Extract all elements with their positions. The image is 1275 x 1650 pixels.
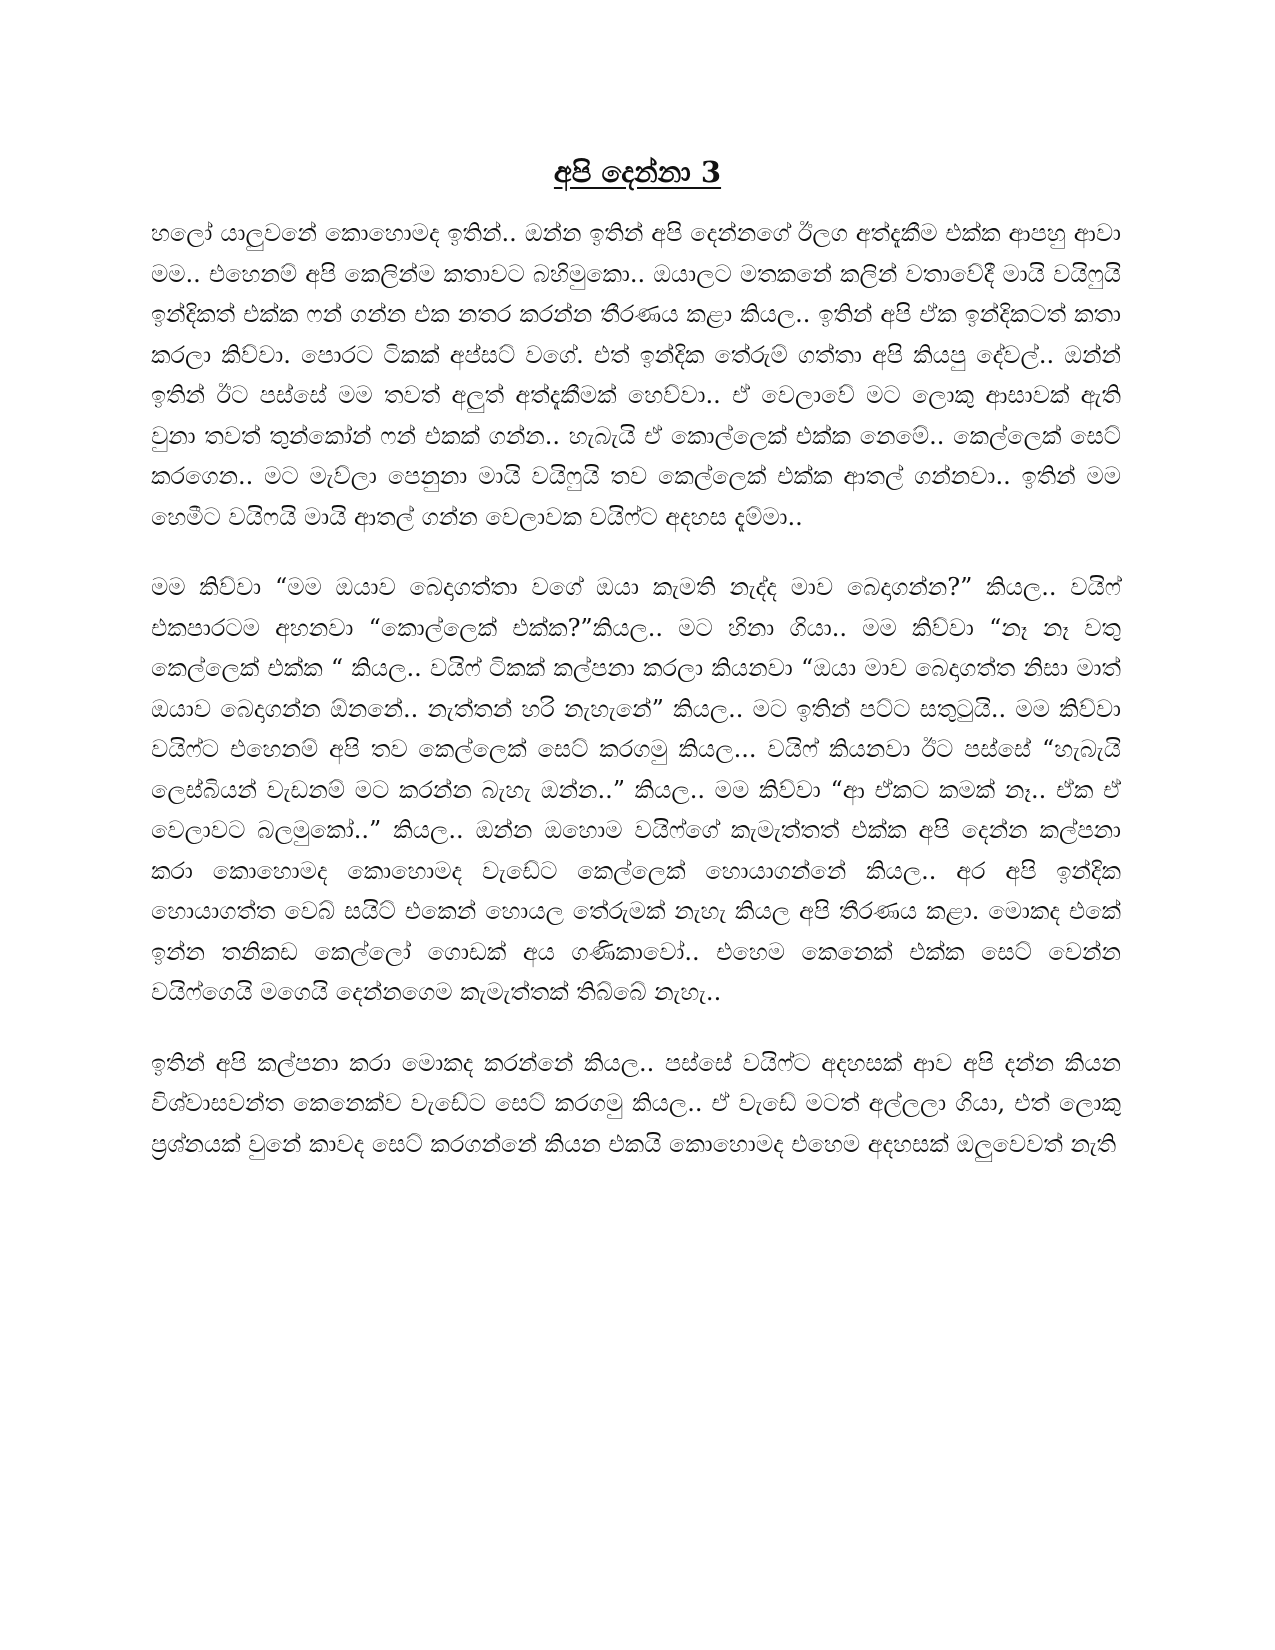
- paragraph-2: මම කිව්වා “මම ඔයාව බෙදාගත්තා වගේ ඔයා කැමති නැද්ද මාව බෙදාගන්න?” කියල.. වයිෆ් එකපාරටම අහනවා “කොල්ලෙක් එක්ක?”කියල.. මට හිනා ගියා.. මම කිව්වා “නෑ නෑ වතු කෙල්ලෙක් එක්ක “ කියල.. වයිෆ් ටිකක් කල්පනා කරලා කියනවා “ඔයා මාව බෙදාගත්ත නිසා මාත් ඔයාව බෙදාගන්න ඕනනේ.. නැත්තන් හරි නැහැනේ” කියල.. මට ඉතින් පට්ට සතුටුයි.. මම කිව්වා වයිෆ්ට එහෙනම් අපි තව කෙල්ලෙක් සෙට් කරගමු කියල... වයිෆ් කියනවා ඊට පස්සේ “හැබැයි ලෙස්බියන් වැඩනම් මට කරන්න බැහැ ඔන්න..” කියල.. මම කිව්වා “ආ ඒකට කමක් නෑ.. ඒක ඒ වෙලාවට බලමුකෝ..” කියල.. ඔන්න ඔහොම වයිෆ්ගේ කැමැත්තත් එක්ක අපි දෙන්න කල්පනා කරා කොහොමද කොහොමද වැඩේට කෙල්ලෙක් හොයාගන්නේ කියල.. අර අපි ඉන්දික හොයාගත්ත වෙබ් සයිට් එකෙන් හොයල තේරුමක් නැහැ කියල අපි තීරණය කළා. මොකද එකේ ඉන්න තනිකඩ කෙල්ලෝ ගොඩක් අය ගණිකාවෝ.. එහෙම කෙනෙක් එක්ක සෙට් වෙන්න වයිෆ්ගෙයි මගෙයි දෙන්නගෙම කැමැත්තක් තිබ්බේ නැහැ..: [151, 573, 1121, 1006]
- document-body: [151, 213, 1121, 1194]
- paragraph-1: හලෝ යාලුවනේ කොහොමද ඉතින්.. ඔන්න ඉතින් අපි දෙන්නගේ ඊලග අත්දැකීම එක්ක ආපහු ආවා මම.. එහෙනම් අපි කෙලින්ම කතාවට බහිමුකො.. ඔයාලට මතකනේ කලින් වතාවේදී මායි වයිෆුයි ඉන්දිකත් එක්ක ෆන් ගන්න එක නතර කරන්න තීරණය කළා කියල.. ඉතින් අපි ඒක ඉන්දිකටත් කතා කරලා කිව්වා. පොරට ටිකක් අප්සට් වගේ. එත් ඉන්දික තේරුම් ගත්තා අපි කියපු දේවල්.. ඔන්න් ඉතින් ඊට පස්සේ මම තවත් අලුත් අත්දැකීමක් හෙව්වා.. ඒ වෙලාවේ මට ලොකු ආසාවක් ඇති වුනා තවත් තුන්කෝන් ෆන් එකක් ගන්න.. හැබැයි ඒ කොල්ලෙක් එක්ක නෙමේ.. කෙල්ලෙක් සෙට් කරගෙන.. මට මැව්ලා පෙනුනා මායි වයිෆුයි තව කෙල්ලෙක් එක්ක ආතල් ගන්නවා.. ඉතින් මම හෙමීට වයිෆයි මායි ආතල් ගන්න වෙලාවක වයිෆ්ට අදහස දැම්මා..: [151, 219, 1121, 531]
- page-title-text: අපි දෙන්නා 3: [553, 155, 722, 189]
- page-title: [0, 152, 1275, 192]
- paragraph-3: ඉතින් අපි කල්පනා කරා මොකද කරන්නේ කියල.. පස්සේ වයිෆ්ට අදහසක් ආව අපි දන්න කියන විශ්වාසවන්ත කෙනෙක්ව වැඩේට සෙට් කරගමු කියල.. ඒ වැඩේ මටත් අල්ලලා ගියා, එත් ලොකු ප්‍රශ්නයක් වුනේ කාවද සෙට් කරගන්නේ කියන එකයි කොහොමද එහෙම අදහසක් ඔලුවෙවත් නැති: [151, 1048, 1121, 1158]
